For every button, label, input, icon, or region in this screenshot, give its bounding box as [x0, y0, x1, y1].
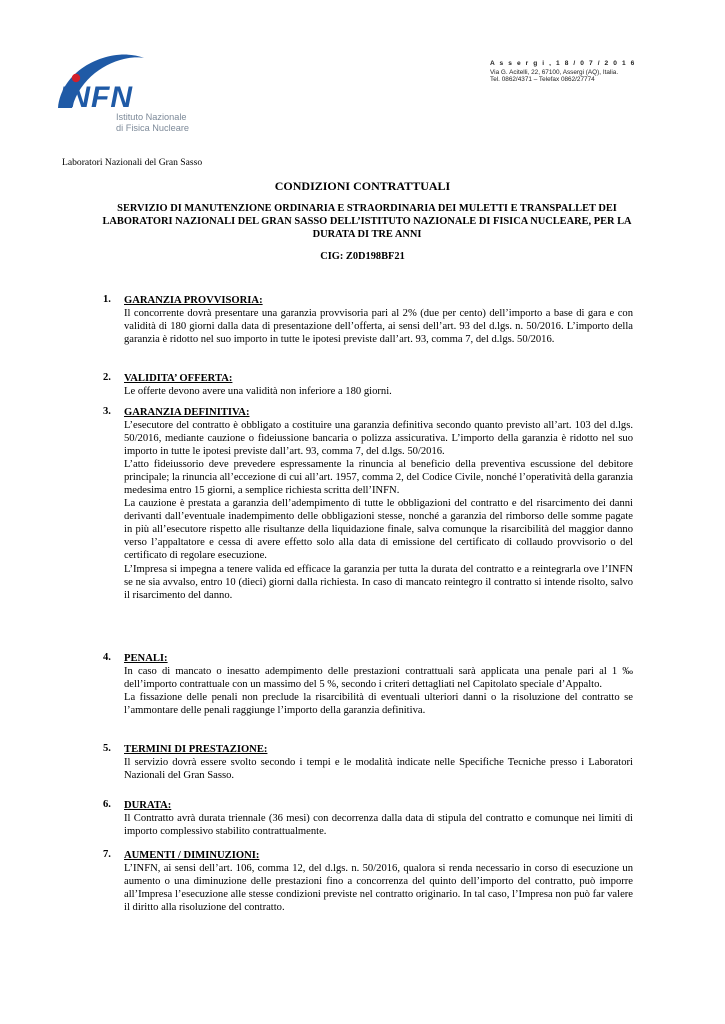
section-body: [124, 812, 633, 838]
section-number: 3.: [103, 406, 111, 417]
paragraph: La cauzione è prestata a garanzia dell’adempimento di tutte le obbligazioni del contratto e del risarcimento dei danni derivanti dall’eventuale inadempimento delle obbligazioni stesse, nonché a garanzia del rimborso delle somme pagate in più all’esecutore rispetto alle risultanze della liquidazione finale, salva comunque la risarcibilità del maggior danno verso l’appaltatore e cessa di avere effetto solo alla data di emissione del certificato di collaudo provvisorio o del certificato di regolare esecuzione.: [124, 498, 633, 562]
address-line: Via G. Acitelli, 22, 67100, Assergi (AQ), Italia.: [490, 68, 619, 76]
section-heading: DURATA:: [124, 800, 172, 811]
logo-subtitle-line1: Istituto Nazionale: [116, 112, 187, 122]
section-body: [124, 862, 633, 914]
paragraph: Il servizio dovrà essere svolto secondo i tempi e le modalità indicate nelle Specifiche Tecniche presso i Laboratori Nazionali del Gran Sasso.: [124, 757, 633, 782]
paragraph: Il concorrente dovrà presentare una garanzia provvisoria pari al 2% (due per cento) dell’importo a base di gara e con validità di 180 giorni dalla data di presentazione dell’offerta, ai sensi dell’art. 93 del d.lgs. n. 50/2016. L’importo della garanzia è ridotto nel suo importo in tutte le ipotesi previste dall’art. 93, comma 7, del d.lgs. 50/2016.: [124, 308, 633, 346]
phone-line: Tel. 0862/4371 – Telefax 0862/27774: [490, 76, 595, 84]
section-body: [124, 307, 633, 346]
paragraph: L’INFN, ai sensi dell’art. 106, comma 12, del d.lgs. n. 50/2016, qualora si renda necessario in corso di esecuzione un aumento o una diminuzione delle prestazioni fino a concorrenza del quinto dell’importo del contratto, può imporre all’Impresa l’esecuzione alle stesse condizioni previste nel contratto originario. In tal caso, l’Impresa non può far valere il diritto alla risoluzione del contratto.: [124, 863, 633, 914]
logo-subtitle-line2: di Fisica Nucleare: [116, 123, 190, 133]
paragraph: L’atto fideiussorio deve prevedere espressamente la rinuncia al beneficio della preventiva escussione del debitore principale; la rinuncia all’eccezione di cui all’art. 1957, comma 2, del Codice Civile, nonché l’operatività della garanzia medesima entro 15 giorni, a semplice richiesta scritta dell’INFN.: [124, 459, 633, 497]
paragraph: Le offerte devono avere una validità non inferiore a 180 giorni.: [124, 386, 392, 397]
section-number: 5.: [103, 743, 111, 754]
section-heading: PENALI:: [124, 653, 168, 664]
paragraph: Il Contratto avrà durata triennale (36 mesi) con decorrenza dalla data di stipula del contratto e comunque nei limiti di importo complessivo stabilito contrattualmente.: [124, 813, 633, 838]
section-heading: VALIDITA’ OFFERTA:: [124, 373, 233, 384]
section-heading: TERMINI DI PRESTAZIONE:: [124, 744, 268, 755]
section-number: 7.: [103, 849, 111, 860]
section-body: [124, 385, 633, 398]
paragraph: L’Impresa si impegna a tenere valida ed efficace la garanzia per tutta la durata del contratto e a reintegrarla ove l’INFN se ne sia avvalso, entro 10 (dieci) giorni dalla richiesta. In caso di mancato reintegro il contratto si intende risolto, salvo il risarcimento del danno.: [124, 563, 633, 601]
section-number: 4.: [103, 652, 111, 663]
letterhead-address-block: [490, 60, 690, 84]
lab-name: Laboratori Nazionali del Gran Sasso: [62, 157, 203, 168]
section-number: 6.: [103, 799, 111, 810]
section-number: 1.: [103, 294, 111, 305]
paragraph: La fissazione delle penali non preclude la risarcibilità di eventuali ulteriori danni o la risoluzione del contratto se l’ammontare delle penali raggiunge l’importo della garanzia definitiva.: [124, 692, 633, 717]
section-heading: GARANZIA DEFINITIVA:: [124, 407, 250, 418]
document-subtitle: SERVIZIO DI MANUTENZIONE ORDINARIA E STRAORDINARIA DEI MULETTI E TRANSPALLET DEI LABORATORI NAZIONALI DEL GRAN SASSO DELL’ISTITUTO NAZIONALE DI FISICA NUCLEARE, PER LA DURATA DI TRE ANNI: [102, 203, 632, 241]
logo-text: INFN: [59, 81, 133, 114]
paragraph: L’esecutore del contratto è obbligato a costituire una garanzia definitiva secondo quanto previsto all’art. 103 del d.lgs. 50/2016, mediante cauzione o fideiussione bancaria o polizza assicurativa. L’importo della garanzia è ridotto nel suo importo in tutte le ipotesi previste dall’art. 93, comma 7, del d.lgs. 50/2016.: [124, 420, 633, 458]
infn-logo: [52, 44, 212, 146]
paragraph: In caso di mancato o inesatto adempimento delle prestazioni contrattuali sarà applicata una penale pari al 1 ‰ dell’importo contrattuale con un massimo del 5 %, secondo i criteri dettagliati nel Capitolato speciale d’Appalto.: [124, 666, 633, 691]
section-body: [124, 419, 633, 602]
section-heading: GARANZIA PROVVISORIA:: [124, 295, 263, 306]
section-number: 2.: [103, 372, 111, 383]
section-heading: AUMENTI / DIMINUZIONI:: [124, 850, 260, 861]
cig-code: CIG: Z0D198BF21: [320, 251, 405, 262]
document-title: CONDIZIONI CONTRATTUALI: [274, 179, 451, 193]
place-date: A s s e r g i , 1 8 / 0 7 / 2 0 1 6: [490, 60, 636, 67]
section-body: [124, 756, 633, 782]
section-body: [124, 665, 633, 717]
